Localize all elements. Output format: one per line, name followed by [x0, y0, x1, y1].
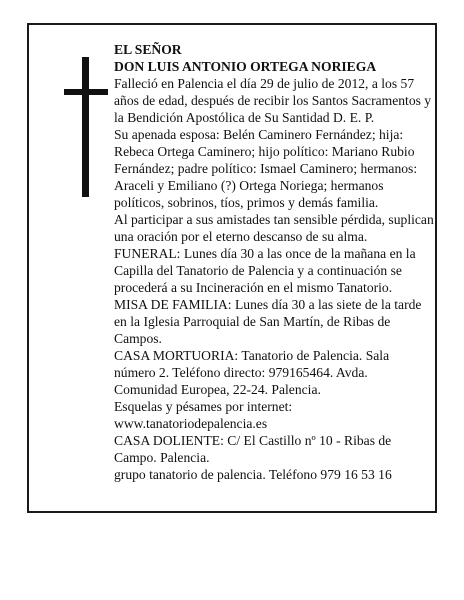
- funeral-info: FUNERAL: Lunes día 30 a las once de la mañana en la Capilla del Tanatorio de Palencia y a continuación se procederá a su Incineración en el mismo Tanatorio.: [114, 246, 416, 295]
- notice-text: [114, 41, 434, 483]
- family-mass-info: MISA DE FAMILIA: Lunes día 30 a las siete de la tarde en la Iglesia Parroquial de San Martín, de Ribas de Campos.: [114, 297, 422, 346]
- obituary-notice: [27, 23, 437, 513]
- notice-title-line2: DON LUIS ANTONIO ORTEGA NORIEGA: [114, 59, 377, 74]
- mortuary-info: CASA MORTUORIA: Tanatorio de Palencia. Sala número 2. Teléfono directo: 979165464. Avda. Comunidad Europea, 22-24. Palencia.: [114, 348, 390, 397]
- family-list: Su apenada esposa: Belén Caminero Fernández; hija: Rebeca Ortega Caminero; hijo político: Mariano Rubio Fernández; padre político: Ismael Caminero; hermanos: Araceli y Emiliano (?) Ortega Noriega; hermanos políticos, sobrinos, tíos, primos y demás familia.: [114, 127, 418, 210]
- notice-title-line1: EL SEÑOR: [114, 42, 182, 57]
- cross-icon: [64, 57, 108, 197]
- funeral-home-contact: grupo tanatorio de palencia. Teléfono 979 16 53 16: [114, 467, 392, 482]
- prayer-request: Al participar a sus amistades tan sensible pérdida, suplican una oración por el eterno descanso de su alma.: [114, 212, 434, 244]
- grieving-home-info: CASA DOLIENTE: C/ El Castillo nº 10 - Ribas de Campo. Palencia.: [114, 433, 392, 465]
- death-announcement: Falleció en Palencia el día 29 de julio de 2012, a los 57 años de edad, después de recibir los Santos Sacramentos y la Bendición Apostólica de Su Santidad D. E. P.: [114, 76, 432, 125]
- internet-condolences: Esquelas y pésames por internet: www.tanatoriodepalencia.es: [114, 399, 293, 431]
